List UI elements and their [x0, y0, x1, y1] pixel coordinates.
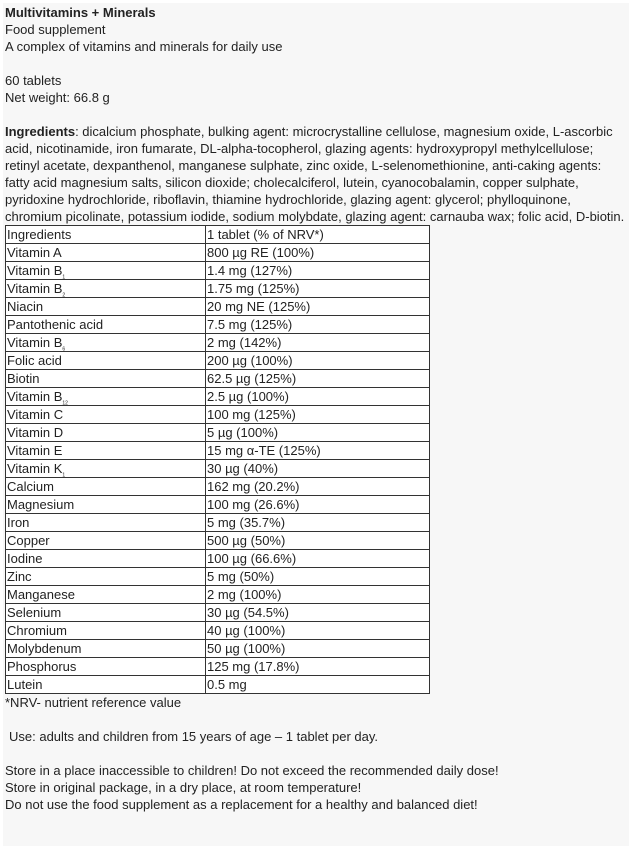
nutrient-name [6, 352, 206, 370]
nutrient-name-text: Lutein [7, 676, 43, 692]
nutrient-subscript: 2 [62, 292, 66, 299]
nutrient-name [6, 478, 206, 496]
nutrient-name [6, 424, 206, 442]
spacer [5, 745, 629, 762]
table-row [6, 334, 430, 352]
nutrient-value: 15 mg α-TE (125%) [206, 442, 430, 460]
usage-instructions: Use: adults and children from 15 years of age – 1 tablet per day. [9, 729, 379, 744]
nutrient-value: 1.75 mg (125%) [206, 280, 430, 298]
nutrient-value: 0.5 mg [206, 676, 430, 694]
nutrient-name-text: Manganese [7, 586, 75, 602]
nutrient-name [6, 262, 206, 280]
nutrient-name-text: Phosphorus [7, 658, 77, 674]
nutrient-name [6, 532, 206, 550]
table-row [6, 532, 430, 550]
nutrient-name [6, 388, 206, 406]
nutrient-name-text: Vitamin C [7, 406, 64, 422]
nutrient-name [6, 460, 206, 478]
nutrient-name-text: Vitamin E [7, 442, 63, 458]
nutrient-name-text: Chromium [7, 622, 67, 638]
nutrient-value: 30 µg (54.5%) [206, 604, 430, 622]
nutrient-name [6, 316, 206, 334]
table-row [6, 514, 430, 532]
nutrient-value: 62.5 µg (125%) [206, 370, 430, 388]
table-row [6, 298, 430, 316]
warning-line: Store in original package, in a dry place, at room temperature! [5, 780, 362, 795]
nutrient-name-text: Vitamin A [7, 244, 62, 260]
nutrient-name [6, 442, 206, 460]
nutrient-name [6, 658, 206, 676]
table-row [6, 496, 430, 514]
nutrient-value: 2 mg (100%) [206, 586, 430, 604]
nutrient-name-text: Iodine [7, 550, 43, 566]
nutrient-name [6, 622, 206, 640]
nutrient-name-text: Magnesium [7, 496, 75, 512]
nutrient-name [6, 244, 206, 262]
tablet-count: 60 tablets [5, 73, 62, 88]
ingredients-paragraph [5, 123, 629, 225]
nutrient-value: 100 µg (66.6%) [206, 550, 430, 568]
table-row [6, 658, 430, 676]
table-row [6, 280, 430, 298]
table-header-ingredients: Ingredients [6, 226, 206, 244]
nutrient-name-text: Vitamin B [7, 262, 63, 278]
nutrient-value: 30 µg (40%) [206, 460, 430, 478]
table-header-value: 1 tablet (% of NRV*) [206, 226, 430, 244]
nutrient-value: 1.4 mg (127%) [206, 262, 430, 280]
table-row [6, 388, 430, 406]
nutrient-name [6, 676, 206, 694]
document-content [5, 4, 629, 813]
nutrient-value: 500 µg (50%) [206, 532, 430, 550]
table-header-row [6, 226, 430, 244]
nutrient-name-text: Selenium [7, 604, 62, 620]
nutrient-subscript: 6 [62, 346, 66, 353]
nrv-footnote: *NRV- nutrient reference value [5, 695, 182, 710]
table-row [6, 460, 430, 478]
table-row [6, 622, 430, 640]
table-row [6, 478, 430, 496]
nutrient-name-text: Niacin [7, 298, 44, 314]
nutrient-subscript: 12 [62, 400, 68, 407]
nutrient-value: 5 mg (35.7%) [206, 514, 430, 532]
nutrient-name [6, 550, 206, 568]
nutrient-name-text: Biotin [7, 370, 40, 386]
nutrient-value: 5 µg (100%) [206, 424, 430, 442]
nutrient-name [6, 496, 206, 514]
ingredients-label: Ingredients [5, 124, 76, 139]
nutrient-name [6, 334, 206, 352]
nutrient-name [6, 640, 206, 658]
nutrient-name [6, 604, 206, 622]
spacer [5, 55, 629, 72]
product-subtitle: Food supplement [5, 22, 106, 37]
nutrient-name-text: Vitamin B [7, 334, 63, 350]
nutrient-name-text: Folic acid [7, 352, 62, 368]
net-weight: Net weight: 66.8 g [5, 90, 110, 105]
nutrient-value: 7.5 mg (125%) [206, 316, 430, 334]
nutrient-value: 100 mg (125%) [206, 406, 430, 424]
nutrient-name [6, 370, 206, 388]
ingredients-text: : dicalcium phosphate, bulking agent: microcrystalline cellulose, magnesium oxide, L-ascorbic acid, nicotinamide, iron fumarate, DL-alpha-tocopherol, glazing agents: hydroxypropyl methylcellulose; retinyl acetate, dexpanthenol, manganese sulphate, zinc oxide, L-selenomethionine, anti-caking agents: fatty acid magnesium salts, silicon dioxide; cholecalciferol, lutein, cyanocobalamin, copper sulphate, pyridoxine hydrochloride, riboflavin, thiamine hydrochloride, glazing agent: glycerol; phylloquinone, chromium picolinate, potassium iodide, sodium molybdate, glazing agent: carnauba wax; folic acid, D-biotin. [5, 124, 625, 224]
nutrient-value: 125 mg (17.8%) [206, 658, 430, 676]
nutrient-value: 200 µg (100%) [206, 352, 430, 370]
table-row [6, 550, 430, 568]
product-title: Multivitamins + Minerals [5, 5, 156, 20]
nutrient-name-text: Pantothenic acid [7, 316, 104, 332]
nutrient-name-text: Zinc [7, 568, 32, 584]
nutrient-name [6, 406, 206, 424]
nutrient-value: 800 µg RE (100%) [206, 244, 430, 262]
table-row [6, 586, 430, 604]
table-row [6, 244, 430, 262]
table-row [6, 262, 430, 280]
nutrient-value: 162 mg (20.2%) [206, 478, 430, 496]
nutrient-name [6, 298, 206, 316]
table-row [6, 568, 430, 586]
nutrient-value: 20 mg NE (125%) [206, 298, 430, 316]
table-row [6, 370, 430, 388]
nutrient-subscript: 1 [62, 274, 66, 281]
nutrient-value: 40 µg (100%) [206, 622, 430, 640]
nutrient-name-text: Vitamin K [7, 460, 63, 476]
table-row [6, 442, 430, 460]
spacer [5, 711, 629, 728]
nutrient-value: 2 mg (142%) [206, 334, 430, 352]
table-row [6, 352, 430, 370]
nutrition-table [5, 225, 430, 694]
warning-line: Store in a place inaccessible to children! Do not exceed the recommended daily dose! [5, 763, 499, 778]
nutrient-subscript: 1 [62, 472, 66, 479]
table-row [6, 640, 430, 658]
nutrient-name [6, 586, 206, 604]
nutrient-name-text: Vitamin D [7, 424, 64, 440]
nutrient-value: 100 mg (26.6%) [206, 496, 430, 514]
nutrient-name-text: Calcium [7, 478, 54, 494]
nutrient-value: 2.5 µg (100%) [206, 388, 430, 406]
table-row [6, 604, 430, 622]
warning-line: Do not use the food supplement as a replacement for a healthy and balanced diet! [5, 797, 478, 812]
product-description: A complex of vitamins and minerals for daily use [5, 39, 283, 54]
nutrient-name [6, 568, 206, 586]
nutrient-name [6, 280, 206, 298]
table-row [6, 406, 430, 424]
nutrient-name-text: Vitamin B [7, 280, 63, 296]
nutrient-name-text: Iron [7, 514, 30, 530]
nutrient-name-text: Copper [7, 532, 50, 548]
spacer [5, 106, 629, 123]
table-row [6, 316, 430, 334]
table-row [6, 424, 430, 442]
nutrient-value: 50 µg (100%) [206, 640, 430, 658]
nutrient-name-text: Molybdenum [7, 640, 82, 656]
nutrient-value: 5 mg (50%) [206, 568, 430, 586]
nutrient-name-text: Vitamin B [7, 388, 63, 404]
nutrient-name [6, 514, 206, 532]
table-row [6, 676, 430, 694]
